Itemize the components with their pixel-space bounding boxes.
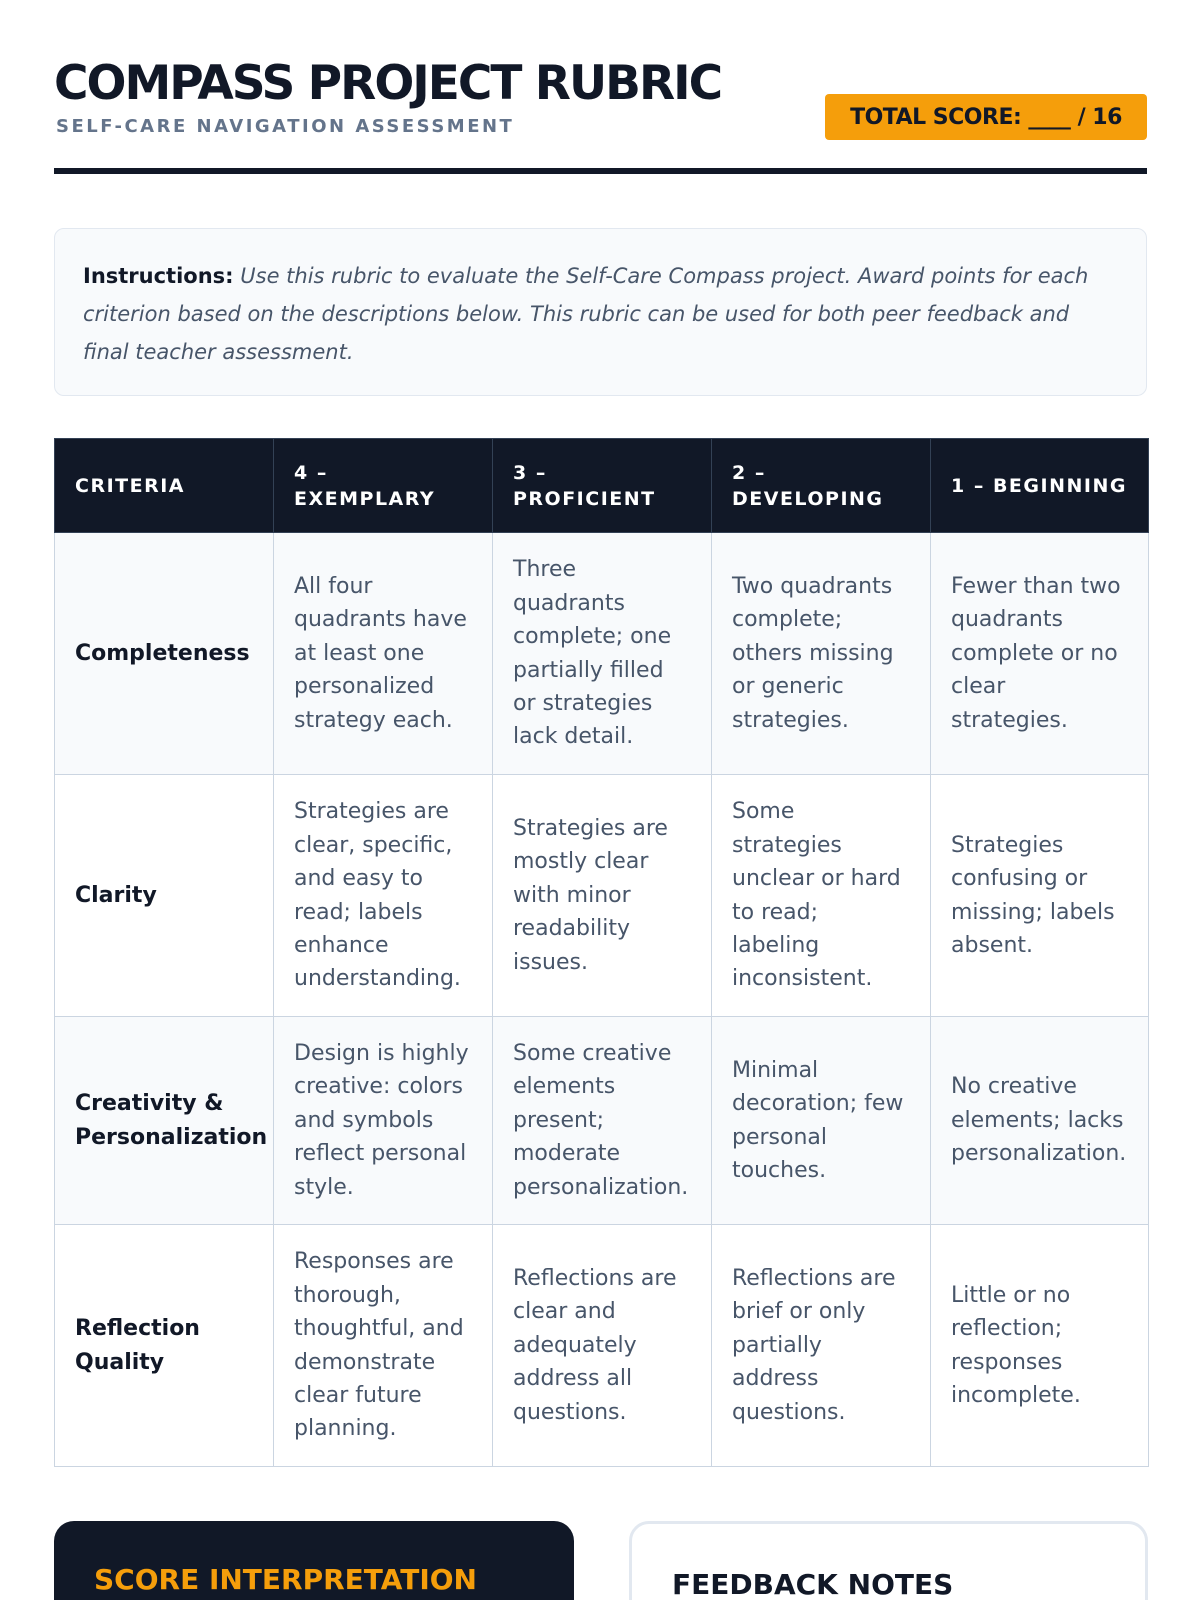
page-subtitle: SELF-CARE NAVIGATION ASSESSMENT (56, 116, 515, 137)
header-divider (54, 168, 1147, 174)
instructions-label: Instructions: (83, 264, 234, 288)
rubric-row-reflection (55, 1225, 1149, 1467)
header-exemplary: 4 – EXEMPLARY (274, 439, 493, 533)
level-cell: Fewer than two quadrants complete or no clear strategies. (931, 533, 1149, 775)
header-developing: 2 – DEVELOPING (712, 439, 931, 533)
rubric-row-clarity (55, 775, 1149, 1017)
page-title: COMPASS PROJECT RUBRIC (54, 56, 722, 111)
feedback-notes-title: FEEDBACK NOTES (672, 1568, 954, 1600)
criterion-label: Creativity & Personalization (55, 1017, 274, 1225)
level-cell: Reflections are brief or only partially address questions. (712, 1225, 931, 1467)
feedback-notes-panel (629, 1521, 1148, 1600)
level-cell: Strategies are clear, specific, and easy to read; labels enhance understanding. (274, 775, 493, 1017)
level-cell: Reflections are clear and adequately address all questions. (493, 1225, 712, 1467)
instructions-text: Use this rubric to evaluate the Self-Care Compass project. Award points for each criterion based on the descriptions below. This rubric can be used for both peer feedback and final teacher assessment. (83, 264, 1089, 364)
level-cell: Two quadrants complete; others missing or generic strategies. (712, 533, 931, 775)
level-cell: Responses are thorough, thoughtful, and demonstrate clear future planning. (274, 1225, 493, 1467)
level-cell: Design is highly creative: colors and symbols reflect personal style. (274, 1017, 493, 1225)
level-cell: Some creative elements present; moderate personalization. (493, 1017, 712, 1225)
rubric-header-row (55, 439, 1149, 533)
level-cell: All four quadrants have at least one personalized strategy each. (274, 533, 493, 775)
level-cell: Some strategies unclear or hard to read; labeling inconsistent. (712, 775, 931, 1017)
rubric-row-creativity (55, 1017, 1149, 1225)
header-beginning: 1 – BEGINNING (931, 439, 1149, 533)
instructions-box (54, 228, 1147, 396)
header-proficient: 3 – PROFICIENT (493, 439, 712, 533)
level-cell: Little or no reflection; responses incomplete. (931, 1225, 1149, 1467)
score-interpretation-panel (54, 1521, 574, 1600)
level-cell: Three quadrants complete; one partially filled or strategies lack detail. (493, 533, 712, 775)
score-interpretation-title: SCORE INTERPRETATION (94, 1563, 477, 1596)
level-cell: Strategies confusing or missing; labels absent. (931, 775, 1149, 1017)
criterion-label: Reflection Quality (55, 1225, 274, 1467)
level-cell: No creative elements; lacks personalization. (931, 1017, 1149, 1225)
level-cell: Strategies are mostly clear with minor readability issues. (493, 775, 712, 1017)
header-criteria: CRITERIA (55, 439, 274, 533)
rubric-row-completeness (55, 533, 1149, 775)
page-header (54, 54, 1147, 174)
total-score-badge: TOTAL SCORE: ____ / 16 (825, 94, 1147, 140)
level-cell: Minimal decoration; few personal touches. (712, 1017, 931, 1225)
rubric-table (54, 438, 1149, 1467)
criterion-label: Clarity (55, 775, 274, 1017)
criterion-label: Completeness (55, 533, 274, 775)
